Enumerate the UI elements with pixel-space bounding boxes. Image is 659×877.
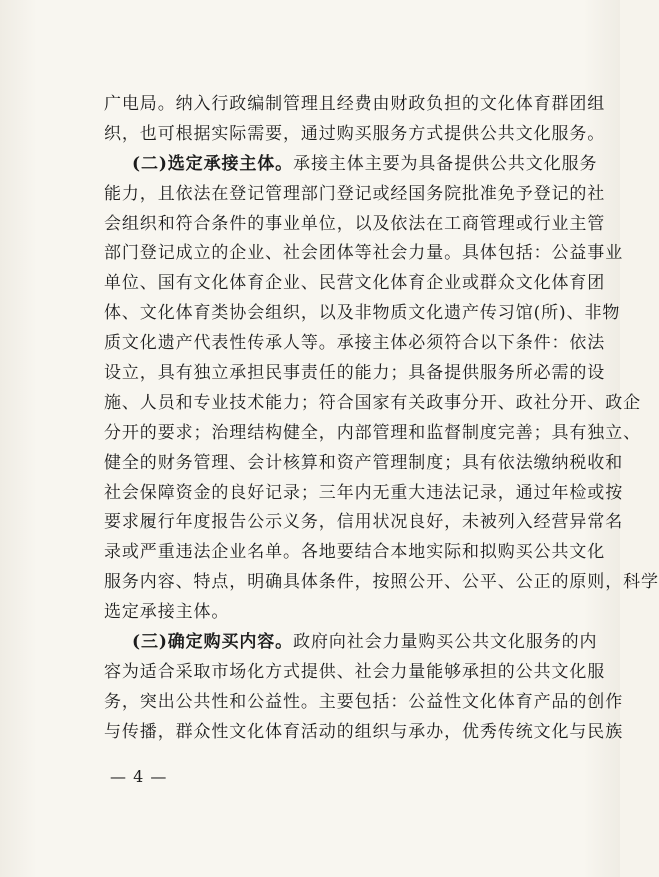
line-text: 健全的财务管理、会计核算和资产管理制度；具有依法缴纳税收和 (104, 452, 624, 473)
body-text (104, 90, 659, 748)
line-text: 会组织和符合条件的事业单位，以及依法在工商管理或行业主管 (104, 213, 606, 234)
line-text: 单位、国有文化体育企业、民营文化体育企业或群众文化体育团 (104, 273, 606, 294)
text-line (104, 150, 598, 180)
text-line (104, 389, 641, 419)
line-text: 部门登记成立的企业、社会团体等社会力量。具体包括：公益事业 (104, 243, 624, 264)
text-line (104, 568, 659, 598)
line-text: 织，也可根据实际需要，通过购买服务方式提供公共文化服务。 (104, 123, 606, 144)
line-text: 设立，具有独立承担民事责任的能力；具备提供服务所必需的设 (104, 363, 606, 384)
section-heading: (二)选定承接主体。 (132, 153, 294, 174)
text-line (104, 449, 624, 479)
text-line (104, 180, 606, 210)
text-line (104, 718, 624, 748)
page-number: — 4 — (110, 767, 168, 786)
text-line (104, 688, 624, 718)
line-text: 容为适合采取市场化方式提供、社会力量能够承担的公共文化服 (104, 661, 606, 682)
text-line (104, 329, 606, 359)
line-text: 务，突出公共性和公益性。主要包括：公益性文化体育产品的创作 (104, 691, 624, 712)
text-line (104, 210, 606, 240)
line-text: 服务内容、特点，明确具体条件，按照公开、公平、公正的原则，科学 (104, 572, 659, 593)
text-line (104, 538, 606, 568)
line-text: 分开的要求；治理结构健全，内部管理和监督制度完善；具有独立、 (104, 422, 641, 443)
line-text: 施、人员和专业技术能力；符合国家有关政事分开、政社分开、政企 (104, 392, 641, 413)
line-text: 承接主体主要为具备提供公共文化服务 (293, 153, 598, 174)
line-text: 与传播，群众性文化体育活动的组织与承办，优秀传统文化与民族 (104, 721, 624, 742)
text-line (104, 359, 606, 389)
line-text: 质文化遗产代表性传承人等。承接主体必须符合以下条件：依法 (104, 333, 606, 354)
text-line (104, 120, 606, 150)
line-text: 广电局。纳入行政编制管理且经费由财政负担的文化体育群团组 (104, 94, 606, 114)
text-line (104, 658, 606, 688)
text-line (104, 598, 564, 628)
text-line (104, 628, 598, 658)
text-line (104, 269, 606, 299)
text-line (104, 239, 624, 269)
line-text: 录或严重违法企业名单。各地要结合本地实际和拟购买公共文化 (104, 542, 606, 563)
line-text: 社会保障资金的良好记录；三年内无重大违法记录，通过年检或按 (104, 482, 624, 503)
text-line (104, 419, 641, 449)
line-text: 选定承接主体。 (104, 602, 230, 623)
text-line (104, 479, 624, 509)
line-text: 体、文化体育类协会组织，以及非物质文化遗产传习馆(所)、非物 (104, 303, 621, 324)
line-text: 能力，且依法在登记管理部门登记或经国务院批准免予登记的社 (104, 183, 606, 204)
section-heading: (三)确定购买内容。 (132, 632, 294, 653)
text-line (104, 90, 606, 120)
line-text: 要求履行年度报告公示义务，信用状况良好，未被列入经营异常名 (104, 512, 624, 533)
text-line (104, 299, 621, 329)
line-text: 政府向社会力量购买公共文化服务的内 (293, 632, 598, 653)
text-line (104, 508, 624, 538)
